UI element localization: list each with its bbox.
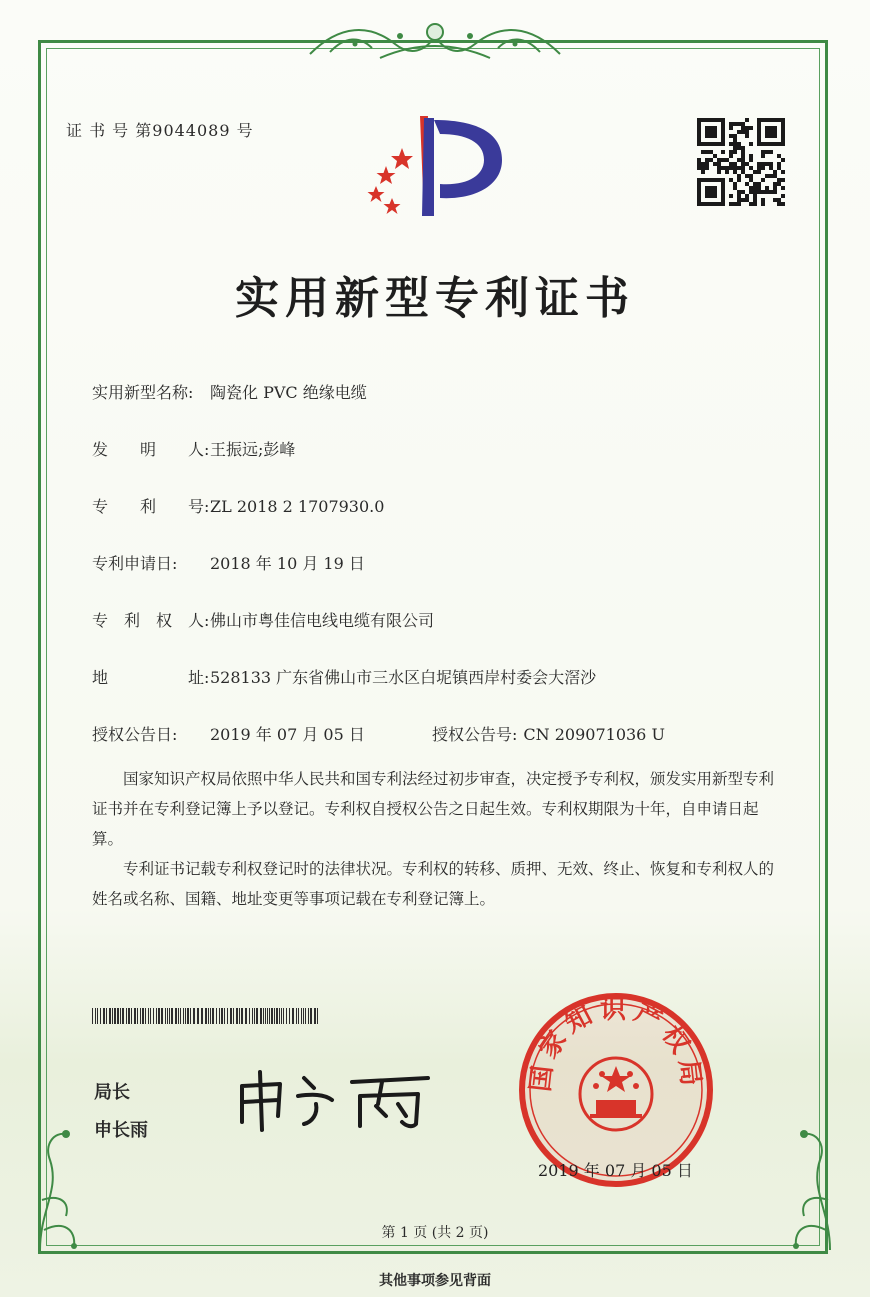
qr-module bbox=[745, 162, 749, 166]
qr-module bbox=[737, 158, 741, 162]
barcode-bar bbox=[236, 1008, 238, 1024]
qr-module bbox=[749, 186, 753, 190]
qr-module bbox=[753, 186, 757, 190]
qr-module bbox=[745, 134, 749, 138]
barcode-bar bbox=[109, 1008, 111, 1024]
field-label: 授权公告日: bbox=[92, 725, 178, 744]
qr-finder bbox=[757, 118, 785, 122]
barcode bbox=[92, 1008, 322, 1024]
barcode-bar bbox=[314, 1008, 316, 1024]
field-inventor bbox=[92, 437, 295, 460]
barcode-bar bbox=[201, 1008, 203, 1024]
qr-module bbox=[745, 126, 749, 130]
qr-module bbox=[757, 186, 761, 190]
field-value: CN 209071036 U bbox=[523, 725, 665, 744]
barcode-bar bbox=[100, 1008, 101, 1024]
qr-module bbox=[773, 198, 777, 202]
qr-module bbox=[761, 166, 765, 170]
qr-module bbox=[749, 158, 753, 162]
qr-module bbox=[777, 162, 781, 166]
qr-module bbox=[773, 174, 777, 178]
qr-module bbox=[721, 150, 725, 154]
qr-module bbox=[701, 150, 705, 154]
barcode-bar bbox=[224, 1008, 225, 1024]
barcode-bar bbox=[221, 1008, 223, 1024]
barcode-bar bbox=[283, 1008, 284, 1024]
field-announcement-number bbox=[432, 722, 665, 745]
qr-module bbox=[705, 162, 709, 166]
qr-module bbox=[765, 174, 769, 178]
qr-module bbox=[757, 162, 761, 166]
qr-module bbox=[773, 186, 777, 190]
field-label: 发 明 人: bbox=[92, 440, 210, 459]
barcode-bar bbox=[249, 1008, 250, 1024]
qr-module bbox=[717, 158, 721, 162]
barcode-bar bbox=[148, 1008, 149, 1024]
qr-module bbox=[745, 118, 749, 122]
qr-module bbox=[717, 162, 721, 166]
field-value: 佛山市粤佳信电线电缆有限公司 bbox=[210, 611, 435, 630]
barcode-bar bbox=[216, 1008, 217, 1024]
barcode-bar bbox=[185, 1008, 186, 1024]
qr-module bbox=[753, 194, 757, 198]
qr-module bbox=[729, 194, 733, 198]
barcode-bar bbox=[274, 1008, 275, 1024]
qr-module bbox=[737, 146, 741, 150]
qr-finder bbox=[697, 178, 701, 206]
qr-module bbox=[753, 198, 757, 202]
qr-module bbox=[741, 122, 745, 126]
qr-module bbox=[737, 122, 741, 126]
barcode-bar bbox=[187, 1008, 189, 1024]
barcode-bar bbox=[114, 1008, 116, 1024]
qr-finder bbox=[697, 118, 701, 146]
barcode-bar bbox=[165, 1008, 166, 1024]
grant-paragraph-2: 专利证书记载专利权登记时的法律状况。专利权的转移、质押、无效、终止、恢复和专利权人的姓名或名称、国籍、地址变更等事项记载在专利登记簿上。 bbox=[92, 860, 775, 908]
page-number: 第 1 页 (共 2 页) bbox=[381, 1225, 489, 1241]
qr-module bbox=[777, 182, 781, 186]
barcode-bar bbox=[303, 1008, 304, 1024]
qr-module bbox=[745, 194, 749, 198]
barcode-bar bbox=[276, 1008, 278, 1024]
barcode-bar bbox=[117, 1008, 119, 1024]
qr-module bbox=[733, 166, 737, 170]
qr-module bbox=[725, 158, 729, 162]
field-application-date bbox=[92, 551, 365, 574]
barcode-bar bbox=[128, 1008, 130, 1024]
barcode-bar bbox=[271, 1008, 273, 1024]
qr-module bbox=[757, 170, 761, 174]
certificate-title: 实用新型专利证书 bbox=[235, 273, 635, 324]
qr-module bbox=[713, 154, 717, 158]
qr-module bbox=[769, 166, 773, 170]
barcode-bar bbox=[169, 1008, 170, 1024]
qr-module bbox=[757, 182, 761, 186]
qr-module bbox=[765, 186, 769, 190]
seal-text: 国家知识产权局 bbox=[525, 994, 707, 1094]
qr-module bbox=[713, 162, 717, 166]
barcode-bar bbox=[103, 1008, 105, 1024]
barcode-bar bbox=[95, 1008, 96, 1024]
barcode-bar bbox=[120, 1008, 121, 1024]
qr-module bbox=[729, 162, 733, 166]
qr-module bbox=[733, 186, 737, 190]
qr-module bbox=[697, 166, 701, 170]
barcode-bar bbox=[167, 1008, 168, 1024]
qr-module bbox=[761, 190, 765, 194]
barcode-bar bbox=[131, 1008, 132, 1024]
qr-module bbox=[753, 182, 757, 186]
barcode-bar bbox=[212, 1008, 214, 1024]
barcode-bar bbox=[175, 1008, 177, 1024]
barcode-bar bbox=[197, 1008, 199, 1024]
qr-module bbox=[777, 202, 781, 206]
field-value: 王振远;彭峰 bbox=[210, 440, 296, 459]
qr-module bbox=[761, 178, 765, 182]
field-label: 地 址: bbox=[92, 668, 210, 687]
field-value: 528133 广东省佛山市三水区白坭镇西岸村委会大滘沙 bbox=[210, 668, 597, 687]
barcode-bar bbox=[158, 1008, 160, 1024]
field-label: 专利申请日: bbox=[92, 554, 178, 573]
qr-module bbox=[769, 150, 773, 154]
barcode-bar bbox=[161, 1008, 163, 1024]
barcode-bar bbox=[269, 1008, 270, 1024]
qr-module bbox=[765, 150, 769, 154]
barcode-bar bbox=[254, 1008, 255, 1024]
qr-module bbox=[773, 182, 777, 186]
barcode-bar bbox=[193, 1008, 195, 1024]
qr-module bbox=[737, 198, 741, 202]
qr-module bbox=[773, 170, 777, 174]
qr-module bbox=[729, 142, 733, 146]
barcode-bar bbox=[219, 1008, 220, 1024]
barcode-bar bbox=[239, 1008, 240, 1024]
barcode-bar bbox=[183, 1008, 184, 1024]
qr-module bbox=[761, 150, 765, 154]
qr-module bbox=[781, 202, 785, 206]
qr-module bbox=[729, 202, 733, 206]
qr-module bbox=[701, 166, 705, 170]
qr-module bbox=[741, 166, 745, 170]
patent-office-logo bbox=[362, 108, 512, 223]
barcode-bar bbox=[190, 1008, 191, 1024]
barcode-bar bbox=[205, 1008, 207, 1024]
barcode-bar bbox=[227, 1008, 228, 1024]
qr-module bbox=[741, 154, 745, 158]
qr-module bbox=[737, 174, 741, 178]
barcode-bar bbox=[281, 1008, 282, 1024]
qr-module bbox=[729, 166, 733, 170]
qr-module bbox=[733, 162, 737, 166]
barcode-bar bbox=[180, 1008, 181, 1024]
barcode-bar bbox=[112, 1008, 113, 1024]
qr-module bbox=[697, 162, 701, 166]
barcode-bar bbox=[317, 1008, 318, 1024]
barcode-bar bbox=[296, 1008, 297, 1024]
qr-module bbox=[737, 178, 741, 182]
qr-module bbox=[737, 130, 741, 134]
barcode-bar bbox=[208, 1008, 209, 1024]
barcode-bar bbox=[106, 1008, 107, 1024]
qr-module bbox=[705, 158, 709, 162]
qr-module bbox=[717, 170, 721, 174]
qr-module bbox=[705, 166, 709, 170]
qr-module bbox=[777, 198, 781, 202]
qr-module bbox=[753, 170, 757, 174]
qr-module bbox=[729, 154, 733, 158]
grant-paragraph-1: 国家知识产权局依照中华人民共和国专利法经过初步审查，决定授予专利权，颁发实用新型专利证书并在专利登记簿上予以登记。专利权自授权公告之日起生效。专利权期限为十年，自申请日起算。 bbox=[92, 770, 775, 848]
barcode-bar bbox=[137, 1008, 138, 1024]
qr-module bbox=[757, 166, 761, 170]
qr-module bbox=[761, 198, 765, 202]
barcode-bar bbox=[252, 1008, 253, 1024]
qr-module bbox=[761, 154, 765, 158]
field-value: 2018 年 10 月 19 日 bbox=[210, 554, 365, 573]
barcode-bar bbox=[171, 1008, 173, 1024]
qr-finder bbox=[765, 126, 777, 138]
qr-module bbox=[701, 162, 705, 166]
qr-module bbox=[737, 194, 741, 198]
qr-module bbox=[761, 162, 765, 166]
field-label: 授权公告号: bbox=[432, 725, 518, 744]
top-ornament bbox=[300, 14, 570, 66]
director-signature bbox=[232, 1064, 452, 1134]
qr-module bbox=[729, 134, 733, 138]
qr-module bbox=[729, 178, 733, 182]
qr-module bbox=[749, 190, 753, 194]
field-label: 实用新型名称: bbox=[92, 383, 194, 402]
barcode-bar bbox=[298, 1008, 299, 1024]
barcode-bar bbox=[305, 1008, 306, 1024]
qr-module bbox=[781, 170, 785, 174]
qr-module bbox=[729, 150, 733, 154]
qr-module bbox=[701, 170, 705, 174]
barcode-bar bbox=[265, 1008, 266, 1024]
qr-module bbox=[733, 170, 737, 174]
qr-module bbox=[741, 146, 745, 150]
qr-module bbox=[733, 142, 737, 146]
barcode-bar bbox=[245, 1008, 247, 1024]
field-value: 陶瓷化 PVC 绝缘电缆 bbox=[210, 383, 367, 402]
qr-finder bbox=[757, 142, 785, 146]
qr-module bbox=[733, 122, 737, 126]
qr-module bbox=[741, 158, 745, 162]
qr-module bbox=[769, 162, 773, 166]
barcode-bar bbox=[289, 1008, 290, 1024]
field-utility-model-name bbox=[92, 380, 367, 403]
qr-module bbox=[741, 126, 745, 130]
qr-finder bbox=[781, 118, 785, 146]
barcode-bar bbox=[142, 1008, 144, 1024]
qr-module bbox=[733, 138, 737, 142]
qr-module bbox=[749, 142, 753, 146]
qr-finder bbox=[757, 118, 761, 146]
qr-module bbox=[741, 162, 745, 166]
qr-module bbox=[737, 190, 741, 194]
barcode-bar bbox=[230, 1008, 232, 1024]
qr-module bbox=[709, 150, 713, 154]
barcode-bar bbox=[241, 1008, 243, 1024]
barcode-bar bbox=[233, 1008, 234, 1024]
barcode-bar bbox=[97, 1008, 98, 1024]
qr-module bbox=[749, 126, 753, 130]
qr-finder bbox=[705, 126, 717, 138]
barcode-bar bbox=[292, 1008, 294, 1024]
qr-module bbox=[741, 150, 745, 154]
qr-module bbox=[773, 190, 777, 194]
barcode-bar bbox=[210, 1008, 211, 1024]
field-label: 专 利 号: bbox=[92, 497, 210, 516]
qr-module bbox=[777, 154, 781, 158]
qr-module bbox=[737, 202, 741, 206]
seal-date: 2019 年 07 月 05 日 bbox=[538, 1161, 693, 1180]
qr-module bbox=[733, 182, 737, 186]
barcode-bar bbox=[122, 1008, 124, 1024]
barcode-bar bbox=[134, 1008, 136, 1024]
qr-module bbox=[749, 178, 753, 182]
field-patent-number bbox=[92, 494, 384, 517]
qr-finder bbox=[705, 186, 717, 198]
barcode-bar bbox=[279, 1008, 280, 1024]
qr-module bbox=[729, 122, 733, 126]
qr-finder bbox=[697, 202, 725, 206]
certificate-number: 证 书 号 第9044089 号 bbox=[66, 121, 254, 140]
qr-module bbox=[733, 134, 737, 138]
director-title: 局长 bbox=[94, 1082, 130, 1103]
qr-module bbox=[781, 158, 785, 162]
qr-module bbox=[725, 170, 729, 174]
qr-module bbox=[729, 126, 733, 130]
qr-finder bbox=[697, 118, 725, 122]
barcode-bar bbox=[156, 1008, 157, 1024]
field-address bbox=[92, 665, 596, 688]
qr-module bbox=[745, 182, 749, 186]
qr-finder bbox=[697, 142, 725, 146]
qr-module bbox=[781, 186, 785, 190]
qr-module bbox=[733, 150, 737, 154]
barcode-bar bbox=[178, 1008, 179, 1024]
qr-module bbox=[765, 162, 769, 166]
qr-module bbox=[761, 202, 765, 206]
qr-module bbox=[745, 198, 749, 202]
field-value: ZL 2018 2 1707930.0 bbox=[210, 497, 385, 516]
qr-module bbox=[769, 190, 773, 194]
qr-finder bbox=[721, 178, 725, 206]
qr-module bbox=[753, 190, 757, 194]
barcode-bar bbox=[308, 1008, 309, 1024]
qr-module bbox=[745, 174, 749, 178]
qr-module bbox=[749, 154, 753, 158]
qr-module bbox=[741, 130, 745, 134]
qr-module bbox=[697, 158, 701, 162]
director-name: 申长雨 bbox=[94, 1120, 148, 1141]
qr-module bbox=[765, 190, 769, 194]
footer-note: 其他事项参见背面 bbox=[379, 1273, 491, 1289]
qr-module bbox=[733, 146, 737, 150]
qr-module bbox=[753, 202, 757, 206]
barcode-bar bbox=[263, 1008, 264, 1024]
barcode-bar bbox=[260, 1008, 262, 1024]
qr-module bbox=[741, 190, 745, 194]
field-value: 2019 年 07 月 05 日 bbox=[210, 725, 365, 744]
qr-module bbox=[769, 174, 773, 178]
field-patentee bbox=[92, 608, 434, 631]
barcode-bar bbox=[310, 1008, 312, 1024]
qr-module bbox=[721, 166, 725, 170]
qr-module bbox=[757, 190, 761, 194]
qr-module bbox=[737, 166, 741, 170]
qr-module bbox=[717, 166, 721, 170]
field-label: 专 利 权 人: bbox=[92, 611, 210, 630]
qr-module bbox=[737, 142, 741, 146]
qr-finder bbox=[721, 118, 725, 146]
barcode-bar bbox=[256, 1008, 258, 1024]
qr-module bbox=[781, 194, 785, 198]
barcode-bar bbox=[301, 1008, 302, 1024]
qr-module bbox=[721, 158, 725, 162]
qr-module bbox=[749, 174, 753, 178]
qr-module bbox=[709, 158, 713, 162]
qr-module bbox=[749, 202, 753, 206]
barcode-bar bbox=[267, 1008, 268, 1024]
barcode-bar bbox=[153, 1008, 154, 1024]
qr-module bbox=[749, 166, 753, 170]
qr-module bbox=[781, 178, 785, 182]
qr-module bbox=[777, 166, 781, 170]
field-announcement-date bbox=[92, 722, 365, 745]
qr-module bbox=[741, 198, 745, 202]
barcode-bar bbox=[150, 1008, 151, 1024]
qr-module bbox=[733, 202, 737, 206]
qr-module bbox=[745, 130, 749, 134]
qr-module bbox=[741, 170, 745, 174]
qr-module bbox=[725, 166, 729, 170]
barcode-bar bbox=[126, 1008, 127, 1024]
grant-statement bbox=[92, 764, 782, 914]
qr-module bbox=[777, 178, 781, 182]
qr-module bbox=[705, 150, 709, 154]
qr-code bbox=[697, 118, 785, 206]
qr-finder bbox=[697, 178, 725, 182]
barcode-bar bbox=[145, 1008, 146, 1024]
barcode-bar bbox=[286, 1008, 287, 1024]
barcode-bar bbox=[92, 1008, 93, 1024]
barcode-bar bbox=[140, 1008, 141, 1024]
